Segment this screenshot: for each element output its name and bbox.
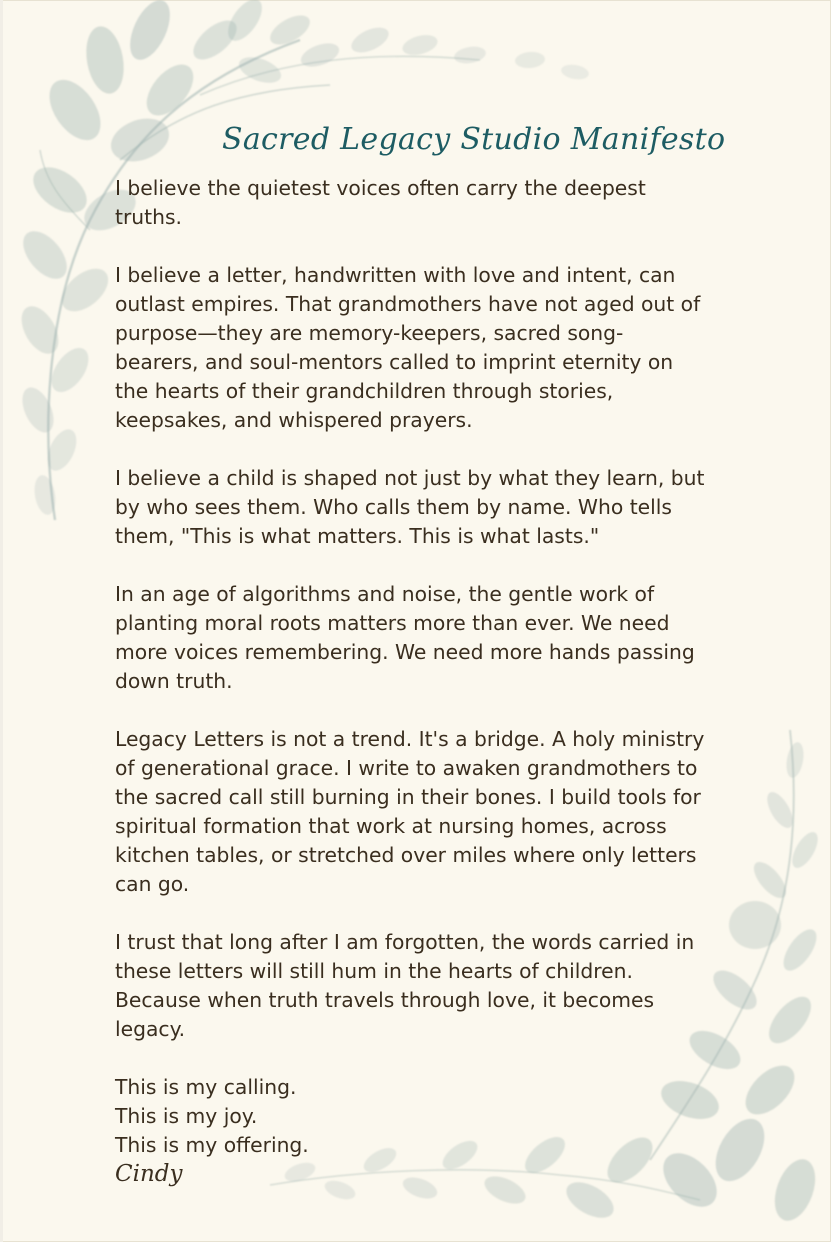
signature: Cindy [115,1161,183,1187]
closing-line-calling: This is my calling. [115,1075,297,1099]
paragraph-2: I believe a letter, handwritten with love and intent, can outlast empires. That grandmothers have not aged out of purpose—they are memory-keepers, sacred song- bearers, and soul-mentors called to imprint eternity on the hearts of their grandchildren through stories, keepsakes, and whispered prayers. [115,263,701,432]
closing-block [115,1073,745,1189]
closing-line-joy: This is my joy. [115,1104,258,1128]
paragraph-3: I believe a child is shaped not just by what they learn, but by who sees them. Who calls them by name. Who tells them, "This is what matters. This is what lasts." [115,466,705,548]
paragraph-5: Legacy Letters is not a trend. It's a bridge. A holy ministry of generational grace. I write to awaken grandmothers to the sacred call still burning in their bones. I build tools for spiritual formation that work at nursing homes, across kitchen tables, or stretched over miles where only letters can go. [115,727,705,896]
paragraph-1: I believe the quietest voices often carry the deepest truths. [115,176,646,229]
page-title: Sacred Legacy Studio Manifesto [222,122,726,157]
closing-line-offering: This is my offering. [115,1133,309,1157]
paragraph-4: In an age of algorithms and noise, the gentle work of planting moral roots matters more than ever. We need more voices remembering. We need more hands passing down truth. [115,582,695,693]
paragraph-6: I trust that long after I am forgotten, the words carried in these letters will still hum in the hearts of children. Because when truth travels through love, it becomes legacy. [115,930,695,1041]
manifesto-body [115,174,745,1189]
